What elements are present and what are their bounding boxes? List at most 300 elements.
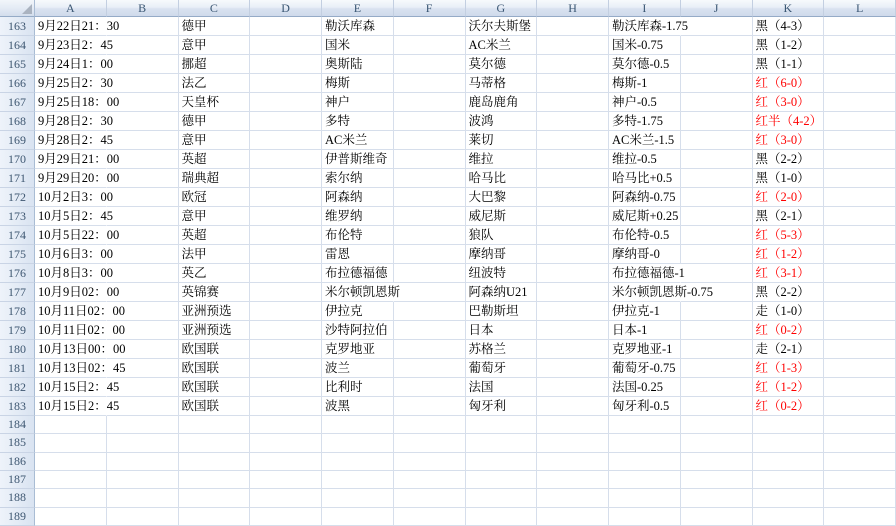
cell-empty[interactable] — [537, 434, 609, 452]
cell-result[interactable]: 走（1-0） — [753, 302, 825, 321]
cell-home-team[interactable]: 梅斯 — [322, 74, 394, 93]
cell-empty[interactable] — [824, 93, 896, 112]
cell-away-team[interactable]: 哈马比 — [466, 169, 538, 188]
cell-empty[interactable] — [250, 397, 322, 416]
cell-empty[interactable] — [394, 416, 466, 434]
cell-away-team[interactable]: 大巴黎 — [466, 188, 538, 207]
cell-empty[interactable] — [609, 453, 681, 471]
cell-empty[interactable] — [537, 36, 609, 55]
cell-empty[interactable] — [824, 340, 896, 359]
cell-empty[interactable] — [824, 150, 896, 169]
cell-empty[interactable] — [35, 489, 107, 507]
cell-empty[interactable] — [250, 112, 322, 131]
row-number[interactable]: 167 — [0, 93, 35, 112]
cell-date[interactable]: 10月15日2：45 — [35, 378, 107, 397]
cell-empty[interactable] — [824, 471, 896, 489]
cell-empty[interactable] — [250, 150, 322, 169]
cell-empty[interactable] — [35, 416, 107, 434]
cell-home-team[interactable]: 伊普斯维奇 — [322, 150, 394, 169]
cell-empty[interactable] — [394, 340, 466, 359]
cell-empty[interactable] — [824, 283, 896, 302]
cell-result[interactable]: 红（0-2） — [753, 397, 825, 416]
cell-empty[interactable] — [394, 207, 466, 226]
cell-league[interactable]: 挪超 — [179, 55, 251, 74]
cell-empty[interactable] — [537, 378, 609, 397]
cell-empty[interactable] — [394, 112, 466, 131]
cell-empty[interactable] — [394, 74, 466, 93]
cell-away-team[interactable]: 苏格兰 — [466, 340, 538, 359]
cell-empty[interactable] — [537, 302, 609, 321]
cell-date[interactable]: 9月28日2：30 — [35, 112, 107, 131]
column-header[interactable]: F — [394, 0, 466, 17]
cell-empty[interactable] — [394, 17, 466, 36]
cell-empty[interactable] — [824, 302, 896, 321]
cell-away-team[interactable]: 鹿岛鹿角 — [466, 93, 538, 112]
cell-empty[interactable] — [394, 378, 466, 397]
cell-home-team[interactable]: 奥斯陆 — [322, 55, 394, 74]
cell-result[interactable]: 黑（1-0） — [753, 169, 825, 188]
cell-empty[interactable] — [107, 264, 179, 283]
cell-empty[interactable] — [250, 226, 322, 245]
cell-empty[interactable] — [322, 434, 394, 452]
cell-away-team[interactable]: 匈牙利 — [466, 397, 538, 416]
cell-handicap[interactable]: 布伦特-0.5 — [609, 226, 681, 245]
cell-empty[interactable] — [537, 453, 609, 471]
cell-home-team[interactable]: 布拉德福德 — [322, 264, 394, 283]
cell-empty[interactable] — [681, 340, 753, 359]
row-number[interactable]: 174 — [0, 226, 35, 245]
cell-empty[interactable] — [824, 397, 896, 416]
cell-empty[interactable] — [322, 508, 394, 526]
cell-empty[interactable] — [107, 508, 179, 526]
cell-empty[interactable] — [753, 416, 825, 434]
cell-empty[interactable] — [753, 508, 825, 526]
cell-league[interactable]: 英乙 — [179, 264, 251, 283]
row-number[interactable]: 188 — [0, 489, 35, 507]
cell-handicap[interactable]: 摩纳哥-0 — [609, 245, 681, 264]
cell-empty[interactable] — [824, 131, 896, 150]
column-header[interactable]: I — [609, 0, 681, 17]
cell-empty[interactable] — [609, 489, 681, 507]
cell-empty[interactable] — [107, 416, 179, 434]
cell-empty[interactable] — [394, 508, 466, 526]
cell-empty[interactable] — [250, 489, 322, 507]
cell-date[interactable]: 10月15日2：45 — [35, 397, 107, 416]
cell-empty[interactable] — [250, 188, 322, 207]
cell-home-team[interactable]: 克罗地亚 — [322, 340, 394, 359]
cell-empty[interactable] — [681, 416, 753, 434]
row-number[interactable]: 173 — [0, 207, 35, 226]
cell-empty[interactable] — [681, 55, 753, 74]
cell-empty[interactable] — [179, 508, 251, 526]
column-header[interactable]: G — [466, 0, 538, 17]
cell-empty[interactable] — [394, 55, 466, 74]
cell-empty[interactable] — [322, 471, 394, 489]
cell-result[interactable]: 黑（1-1） — [753, 55, 825, 74]
cell-empty[interactable] — [250, 471, 322, 489]
column-header[interactable]: E — [322, 0, 394, 17]
cell-empty[interactable] — [394, 245, 466, 264]
cell-empty[interactable] — [250, 169, 322, 188]
cell-result[interactable]: 红（6-0） — [753, 74, 825, 93]
cell-empty[interactable] — [250, 416, 322, 434]
cell-result[interactable]: 红（0-2） — [753, 321, 825, 340]
cell-empty[interactable] — [753, 453, 825, 471]
cell-empty[interactable] — [824, 453, 896, 471]
cell-away-team[interactable]: 马蒂格 — [466, 74, 538, 93]
cell-empty[interactable] — [466, 489, 538, 507]
cell-home-team[interactable]: 沙特阿拉伯 — [322, 321, 394, 340]
cell-home-team[interactable]: AC米兰 — [322, 131, 394, 150]
row-number[interactable]: 177 — [0, 283, 35, 302]
column-header[interactable]: H — [537, 0, 609, 17]
cell-handicap[interactable]: 哈马比+0.5 — [609, 169, 681, 188]
cell-empty[interactable] — [824, 359, 896, 378]
cell-empty[interactable] — [250, 245, 322, 264]
cell-empty[interactable] — [824, 434, 896, 452]
cell-empty[interactable] — [537, 188, 609, 207]
cell-empty[interactable] — [681, 397, 753, 416]
cell-empty[interactable] — [107, 434, 179, 452]
cell-empty[interactable] — [394, 302, 466, 321]
cell-handicap[interactable]: 维拉-0.5 — [609, 150, 681, 169]
cell-empty[interactable] — [681, 434, 753, 452]
cell-empty[interactable] — [681, 36, 753, 55]
cell-empty[interactable] — [537, 245, 609, 264]
cell-empty[interactable] — [394, 36, 466, 55]
cell-empty[interactable] — [394, 93, 466, 112]
cell-handicap[interactable]: 梅斯-1 — [609, 74, 681, 93]
cell-empty[interactable] — [107, 112, 179, 131]
cell-league[interactable]: 欧国联 — [179, 340, 251, 359]
row-number[interactable]: 165 — [0, 55, 35, 74]
cell-league[interactable]: 英超 — [179, 150, 251, 169]
cell-empty[interactable] — [250, 283, 322, 302]
cell-date[interactable]: 9月28日2：45 — [35, 131, 107, 150]
cell-handicap[interactable]: 米尔顿凯恩斯-0.75 — [609, 283, 681, 302]
column-header[interactable]: B — [107, 0, 179, 17]
cell-away-team[interactable]: 巴勒斯坦 — [466, 302, 538, 321]
row-number[interactable]: 163 — [0, 17, 35, 36]
cell-empty[interactable] — [681, 207, 753, 226]
cell-result[interactable]: 走（2-1） — [753, 340, 825, 359]
cell-result[interactable]: 黑（2-2） — [753, 150, 825, 169]
row-number[interactable]: 178 — [0, 302, 35, 321]
cell-league[interactable]: 意甲 — [179, 36, 251, 55]
cell-empty[interactable] — [107, 207, 179, 226]
cell-empty[interactable] — [35, 508, 107, 526]
cell-empty[interactable] — [107, 36, 179, 55]
cell-empty[interactable] — [537, 17, 609, 36]
cell-empty[interactable] — [681, 150, 753, 169]
row-number[interactable]: 185 — [0, 434, 35, 452]
cell-result[interactable]: 红（1-2） — [753, 245, 825, 264]
cell-handicap[interactable]: 克罗地亚-1 — [609, 340, 681, 359]
cell-date[interactable]: 10月11日02：00 — [35, 302, 107, 321]
cell-empty[interactable] — [250, 36, 322, 55]
cell-handicap[interactable]: 布拉德福德-1 — [609, 264, 681, 283]
cell-result[interactable]: 红（1-2） — [753, 378, 825, 397]
cell-result[interactable]: 红（1-3） — [753, 359, 825, 378]
cell-empty[interactable] — [537, 131, 609, 150]
cell-empty[interactable] — [394, 359, 466, 378]
cell-away-team[interactable]: 维拉 — [466, 150, 538, 169]
cell-league[interactable]: 法乙 — [179, 74, 251, 93]
cell-empty[interactable] — [250, 93, 322, 112]
cell-result[interactable]: 红（2-0） — [753, 188, 825, 207]
cell-empty[interactable] — [537, 283, 609, 302]
cell-handicap[interactable]: 葡萄牙-0.75 — [609, 359, 681, 378]
cell-home-team[interactable]: 维罗纳 — [322, 207, 394, 226]
cell-result[interactable]: 黑（2-2） — [753, 283, 825, 302]
cell-result[interactable]: 黑（2-1） — [753, 207, 825, 226]
cell-empty[interactable] — [753, 434, 825, 452]
row-number[interactable]: 172 — [0, 188, 35, 207]
cell-date[interactable]: 10月5日2：45 — [35, 207, 107, 226]
row-number[interactable]: 166 — [0, 74, 35, 93]
cell-league[interactable]: 天皇杯 — [179, 93, 251, 112]
cell-empty[interactable] — [466, 508, 538, 526]
cell-home-team[interactable]: 波黑 — [322, 397, 394, 416]
cell-result[interactable]: 红（3-1） — [753, 264, 825, 283]
cell-handicap[interactable]: 莫尔德-0.5 — [609, 55, 681, 74]
cell-empty[interactable] — [681, 112, 753, 131]
cell-empty[interactable] — [609, 471, 681, 489]
cell-empty[interactable] — [537, 74, 609, 93]
cell-away-team[interactable]: 莱切 — [466, 131, 538, 150]
row-number[interactable]: 183 — [0, 397, 35, 416]
cell-empty[interactable] — [824, 245, 896, 264]
cell-empty[interactable] — [824, 17, 896, 36]
cell-league[interactable]: 亚洲预选 — [179, 302, 251, 321]
cell-empty[interactable] — [250, 302, 322, 321]
cell-league[interactable]: 英锦赛 — [179, 283, 251, 302]
cell-league[interactable]: 欧冠 — [179, 188, 251, 207]
cell-empty[interactable] — [824, 321, 896, 340]
cell-empty[interactable] — [537, 508, 609, 526]
column-header[interactable]: J — [681, 0, 753, 17]
cell-empty[interactable] — [681, 74, 753, 93]
cell-empty[interactable] — [179, 471, 251, 489]
cell-empty[interactable] — [394, 397, 466, 416]
cell-empty[interactable] — [107, 55, 179, 74]
cell-empty[interactable] — [250, 207, 322, 226]
cell-empty[interactable] — [107, 471, 179, 489]
cell-empty[interactable] — [394, 471, 466, 489]
cell-away-team[interactable]: 法国 — [466, 378, 538, 397]
cell-empty[interactable] — [179, 434, 251, 452]
cell-result[interactable]: 黑（1-2） — [753, 36, 825, 55]
cell-handicap[interactable]: 日本-1 — [609, 321, 681, 340]
column-header[interactable]: A — [35, 0, 107, 17]
cell-empty[interactable] — [537, 489, 609, 507]
cell-empty[interactable] — [394, 226, 466, 245]
cell-league[interactable]: 德甲 — [179, 112, 251, 131]
cell-league[interactable]: 德甲 — [179, 17, 251, 36]
cell-league[interactable]: 瑞典超 — [179, 169, 251, 188]
row-number[interactable]: 176 — [0, 264, 35, 283]
row-number[interactable]: 182 — [0, 378, 35, 397]
cell-league[interactable]: 欧国联 — [179, 397, 251, 416]
cell-empty[interactable] — [609, 416, 681, 434]
cell-result[interactable]: 黑（4-3） — [753, 17, 825, 36]
cell-empty[interactable] — [394, 131, 466, 150]
cell-date[interactable]: 10月2日3：00 — [35, 188, 107, 207]
cell-empty[interactable] — [250, 453, 322, 471]
cell-handicap[interactable]: 伊拉克-1 — [609, 302, 681, 321]
cell-empty[interactable] — [824, 226, 896, 245]
column-header[interactable]: C — [179, 0, 251, 17]
cell-empty[interactable] — [394, 489, 466, 507]
cell-empty[interactable] — [681, 93, 753, 112]
cell-empty[interactable] — [537, 112, 609, 131]
cell-league[interactable]: 意甲 — [179, 131, 251, 150]
cell-home-team[interactable]: 勒沃库森 — [322, 17, 394, 36]
row-number[interactable]: 187 — [0, 471, 35, 489]
cell-empty[interactable] — [107, 131, 179, 150]
cell-result[interactable]: 红（5-3） — [753, 226, 825, 245]
cell-away-team[interactable]: 摩纳哥 — [466, 245, 538, 264]
cell-empty[interactable] — [107, 453, 179, 471]
row-number[interactable]: 171 — [0, 169, 35, 188]
cell-empty[interactable] — [179, 416, 251, 434]
cell-empty[interactable] — [250, 378, 322, 397]
cell-empty[interactable] — [537, 340, 609, 359]
cell-empty[interactable] — [824, 169, 896, 188]
cell-league[interactable]: 欧国联 — [179, 378, 251, 397]
cell-empty[interactable] — [322, 489, 394, 507]
cell-league[interactable]: 欧国联 — [179, 359, 251, 378]
cell-empty[interactable] — [35, 453, 107, 471]
cell-home-team[interactable]: 索尔纳 — [322, 169, 394, 188]
cell-away-team[interactable]: 沃尔夫斯堡 — [466, 17, 538, 36]
cell-away-team[interactable]: 莫尔德 — [466, 55, 538, 74]
row-number[interactable]: 169 — [0, 131, 35, 150]
cell-away-team[interactable]: 阿森纳U21 — [466, 283, 538, 302]
cell-empty[interactable] — [250, 321, 322, 340]
cell-empty[interactable] — [537, 416, 609, 434]
cell-home-team[interactable]: 米尔顿凯恩斯 — [322, 283, 394, 302]
cell-away-team[interactable]: 威尼斯 — [466, 207, 538, 226]
cell-home-team[interactable]: 神户 — [322, 93, 394, 112]
cell-empty[interactable] — [394, 169, 466, 188]
cell-away-team[interactable]: AC米兰 — [466, 36, 538, 55]
cell-empty[interactable] — [824, 188, 896, 207]
cell-empty[interactable] — [394, 321, 466, 340]
cell-empty[interactable] — [753, 489, 825, 507]
cell-league[interactable]: 亚洲预选 — [179, 321, 251, 340]
cell-empty[interactable] — [250, 340, 322, 359]
row-number[interactable]: 164 — [0, 36, 35, 55]
cell-handicap[interactable]: 威尼斯+0.25 — [609, 207, 681, 226]
cell-empty[interactable] — [35, 471, 107, 489]
cell-empty[interactable] — [824, 74, 896, 93]
cell-empty[interactable] — [824, 207, 896, 226]
cell-empty[interactable] — [466, 434, 538, 452]
cell-date[interactable]: 10月13日00：00 — [35, 340, 107, 359]
column-header[interactable]: L — [824, 0, 896, 17]
cell-empty[interactable] — [681, 378, 753, 397]
cell-empty[interactable] — [537, 93, 609, 112]
cell-empty[interactable] — [681, 226, 753, 245]
cell-empty[interactable] — [107, 74, 179, 93]
cell-date[interactable]: 9月25日18：00 — [35, 93, 107, 112]
cell-date[interactable]: 9月23日2：45 — [35, 36, 107, 55]
cell-empty[interactable] — [250, 264, 322, 283]
cell-empty[interactable] — [824, 508, 896, 526]
cell-empty[interactable] — [681, 508, 753, 526]
cell-empty[interactable] — [537, 207, 609, 226]
cell-date[interactable]: 10月8日3：00 — [35, 264, 107, 283]
cell-handicap[interactable]: 阿森纳-0.75 — [609, 188, 681, 207]
cell-empty[interactable] — [394, 434, 466, 452]
cell-empty[interactable] — [35, 434, 107, 452]
cell-empty[interactable] — [179, 489, 251, 507]
cell-empty[interactable] — [681, 188, 753, 207]
cell-handicap[interactable]: 多特-1.75 — [609, 112, 681, 131]
cell-home-team[interactable]: 雷恩 — [322, 245, 394, 264]
cell-empty[interactable] — [107, 245, 179, 264]
cell-empty[interactable] — [250, 55, 322, 74]
cell-away-team[interactable]: 日本 — [466, 321, 538, 340]
cell-empty[interactable] — [466, 471, 538, 489]
row-number[interactable]: 179 — [0, 321, 35, 340]
cell-empty[interactable] — [681, 131, 753, 150]
row-number[interactable]: 168 — [0, 112, 35, 131]
cell-date[interactable]: 9月29日21：00 — [35, 150, 107, 169]
row-number[interactable]: 184 — [0, 416, 35, 434]
cell-away-team[interactable]: 纽波特 — [466, 264, 538, 283]
cell-home-team[interactable]: 阿森纳 — [322, 188, 394, 207]
cell-empty[interactable] — [824, 55, 896, 74]
cell-empty[interactable] — [681, 471, 753, 489]
cell-empty[interactable] — [824, 112, 896, 131]
cell-empty[interactable] — [537, 264, 609, 283]
cell-empty[interactable] — [537, 321, 609, 340]
cell-league[interactable]: 法甲 — [179, 245, 251, 264]
cell-date[interactable]: 9月25日2：30 — [35, 74, 107, 93]
cell-home-team[interactable]: 比利时 — [322, 378, 394, 397]
cell-result[interactable]: 红（3-0） — [753, 93, 825, 112]
cell-empty[interactable] — [250, 434, 322, 452]
cell-empty[interactable] — [824, 489, 896, 507]
cell-empty[interactable] — [537, 55, 609, 74]
cell-empty[interactable] — [609, 508, 681, 526]
select-all-button[interactable] — [0, 0, 35, 17]
cell-handicap[interactable]: 法国-0.25 — [609, 378, 681, 397]
cell-empty[interactable] — [537, 169, 609, 188]
column-header[interactable]: D — [250, 0, 322, 17]
cell-empty[interactable] — [466, 453, 538, 471]
cell-date[interactable]: 10月5日22：00 — [35, 226, 107, 245]
cell-handicap[interactable]: 匈牙利-0.5 — [609, 397, 681, 416]
row-number[interactable]: 181 — [0, 359, 35, 378]
cell-empty[interactable] — [681, 302, 753, 321]
cell-empty[interactable] — [394, 453, 466, 471]
cell-date[interactable]: 10月6日3：00 — [35, 245, 107, 264]
row-number[interactable]: 180 — [0, 340, 35, 359]
cell-empty[interactable] — [250, 131, 322, 150]
cell-handicap[interactable]: 国米-0.75 — [609, 36, 681, 55]
cell-empty[interactable] — [824, 416, 896, 434]
cell-empty[interactable] — [681, 359, 753, 378]
cell-empty[interactable] — [322, 453, 394, 471]
cell-empty[interactable] — [681, 321, 753, 340]
cell-empty[interactable] — [681, 17, 753, 36]
cell-empty[interactable] — [250, 17, 322, 36]
cell-empty[interactable] — [250, 74, 322, 93]
cell-away-team[interactable]: 狼队 — [466, 226, 538, 245]
